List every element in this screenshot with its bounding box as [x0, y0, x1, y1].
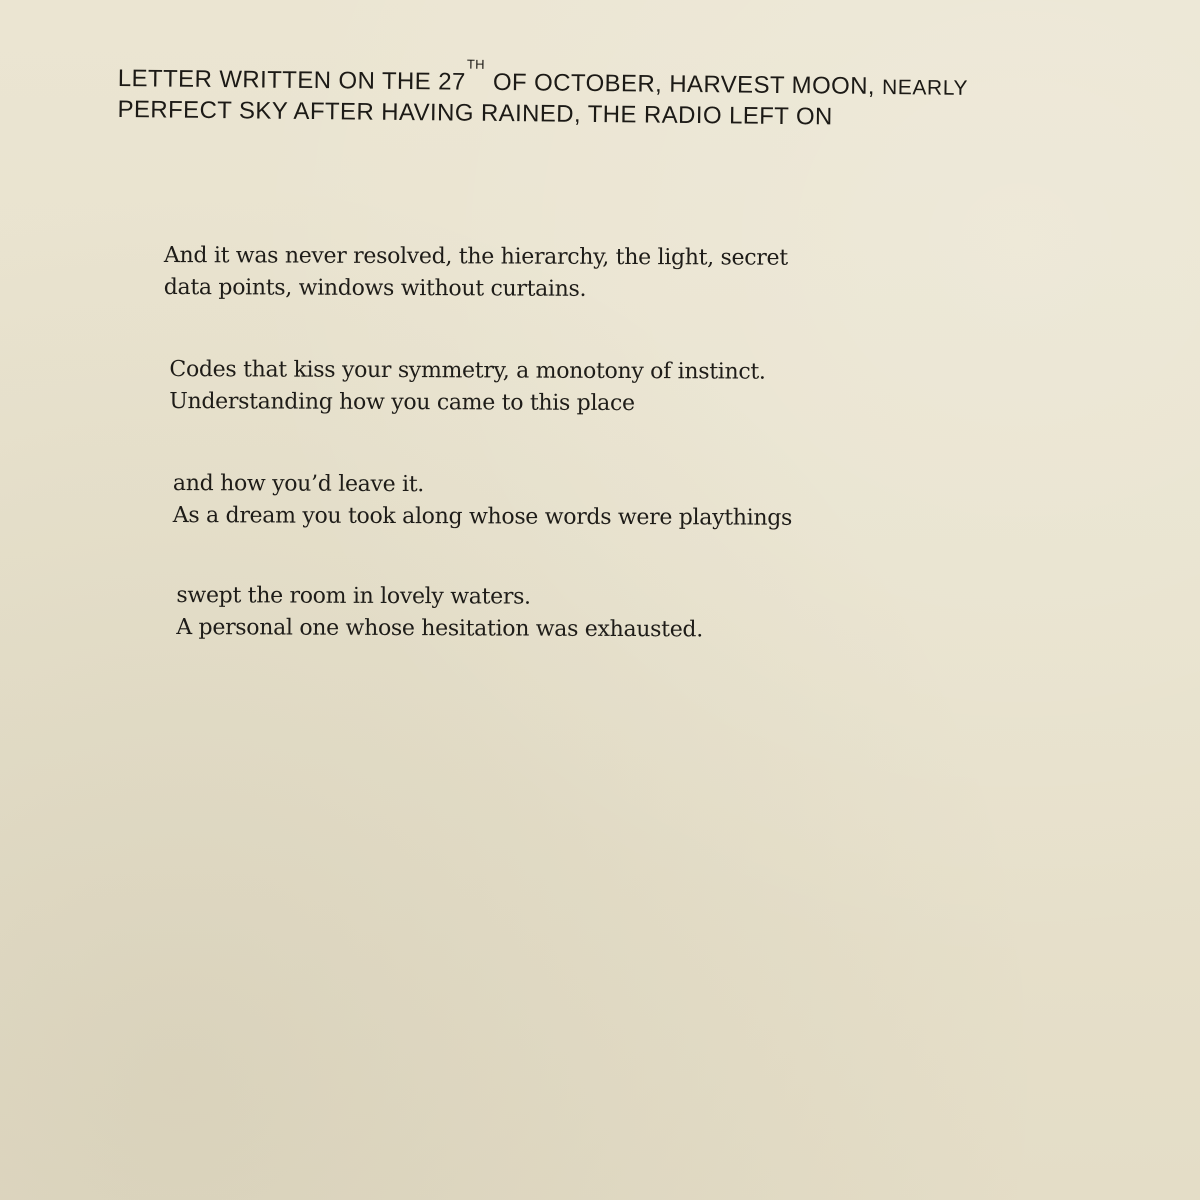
heading-text: LETTER WRITTEN ON THE 27 [117, 64, 466, 96]
heading-line-2: PERFECT SKY AFTER HAVING RAINED, THE RADIO LEFT ON [117, 95, 833, 131]
poem-line: A personal one whose hesitation was exhausted. [176, 615, 703, 643]
poem-line: As a dream you took along whose words were playthings [172, 503, 793, 531]
poem-line: swept the room in lovely waters. [176, 583, 531, 610]
poem-line: data points, windows without curtains. [163, 274, 587, 302]
poem-line: And it was never resolved, the hierarchy, the light, secret [163, 242, 788, 271]
poem-line: Codes that kiss your symmetry, a monotony of instinct. [169, 357, 766, 385]
ordinal-suffix: TH [466, 56, 486, 72]
poem-line: Understanding how you came to this place [169, 389, 635, 417]
stanza [173, 468, 793, 535]
heading-text: NEARLY [881, 76, 969, 100]
stanza [176, 580, 703, 646]
heading-text: OF OCTOBER, HARVEST MOON, [485, 68, 883, 101]
stanza [169, 354, 765, 421]
poem-body [163, 240, 964, 643]
page-heading [117, 56, 1178, 136]
stanza [164, 240, 788, 307]
poem-line: and how you’d leave it. [172, 471, 425, 498]
